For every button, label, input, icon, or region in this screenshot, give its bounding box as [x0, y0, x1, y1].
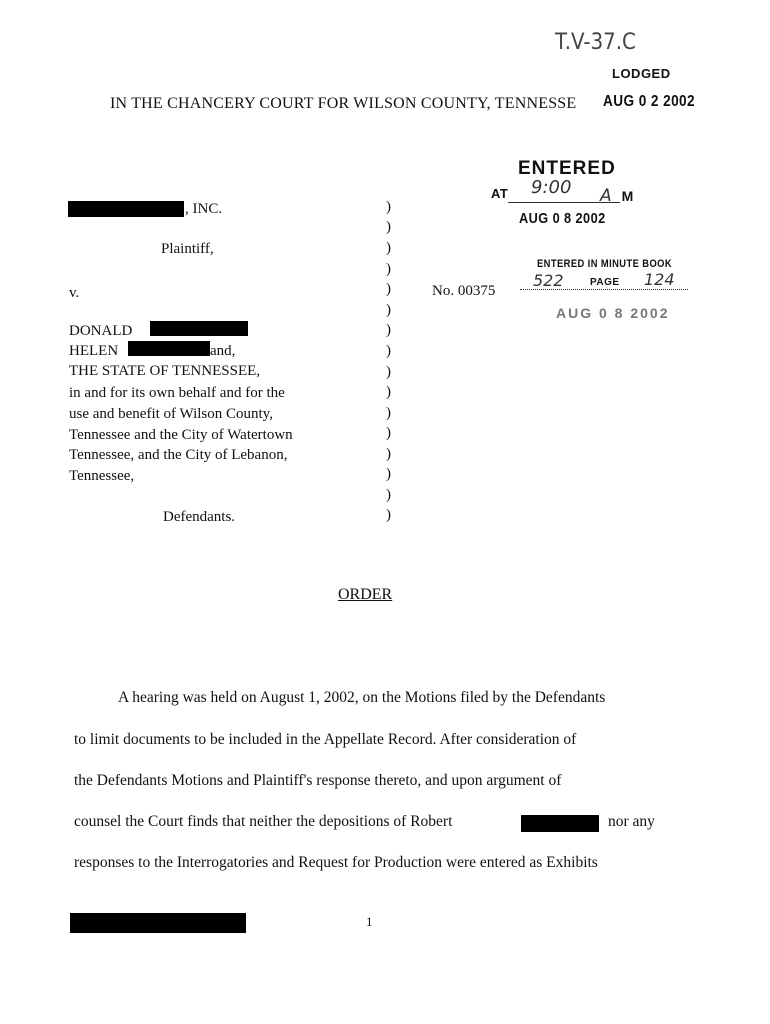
- order-line-1: A hearing was held on August 1, 2002, on the Motions filed by the Defendants: [118, 689, 606, 706]
- defendant-state-line-1: THE STATE OF TENNESSEE,: [69, 363, 261, 379]
- order-title: ORDER: [338, 586, 393, 603]
- redaction-defendant-2-surname: [128, 341, 210, 356]
- caption-paren: ): [386, 364, 391, 380]
- caption-paren: ): [386, 425, 391, 441]
- defendant-state-line-6: Tennessee,: [69, 468, 135, 484]
- redaction-defendant-1-surname: [150, 321, 248, 336]
- minute-book-underline: [520, 289, 688, 290]
- entered-stamp: ENTERED: [518, 158, 616, 179]
- plaintiff-name-suffix: , INC.: [185, 201, 223, 217]
- page-number: 1: [366, 914, 373, 929]
- order-line-4: counsel the Court finds that neither the depositions of Robert: [74, 813, 453, 830]
- order-line-2: to limit documents to be included in the Appellate Record. After consideration of: [74, 731, 577, 748]
- minute-book-number: 522: [533, 271, 564, 290]
- caption-paren: ): [386, 487, 391, 503]
- caption-paren: ): [386, 343, 391, 359]
- caption-paren: ): [386, 384, 391, 400]
- caption-paren: ): [386, 466, 391, 482]
- entered-date-stamp: AUG 0 8 2002: [519, 210, 606, 227]
- entered-ampm-suffix: M: [621, 188, 634, 204]
- entered-at-label: AT: [491, 186, 509, 201]
- caption-paren: ): [386, 240, 391, 256]
- entered-ampm: [600, 186, 634, 206]
- court-heading: IN THE CHANCERY COURT FOR WILSON COUNTY, TENNESSE: [110, 95, 577, 112]
- lodged-stamp: LODGED: [612, 66, 671, 81]
- minute-book-date-stamp: AUG 0 8 2002: [556, 305, 670, 321]
- order-line-5: responses to the Interrogatories and Request for Production were entered as Exhibits: [74, 854, 598, 871]
- order-line-4-end: nor any: [608, 813, 655, 830]
- defendant-state-line-4: Tennessee and the City of Watertown: [69, 427, 293, 443]
- handwritten-docket-note: T.V-37.C: [555, 30, 636, 55]
- minute-book-page-label: PAGE: [590, 277, 620, 288]
- plaintiff-role: Plaintiff,: [161, 241, 214, 257]
- caption-paren: ): [386, 261, 391, 277]
- defendant-state-line-5: Tennessee, and the City of Lebanon,: [69, 447, 288, 463]
- caption-paren: ): [386, 199, 391, 215]
- entered-at-underline: [508, 202, 620, 203]
- minute-book-page-number: 124: [644, 270, 675, 289]
- entered-ampm-letter: A: [600, 186, 612, 206]
- caption-paren: ): [386, 446, 391, 462]
- redaction-plaintiff-name: [68, 201, 184, 217]
- caption-paren: ): [386, 507, 391, 523]
- defendant-state-line-3: use and benefit of Wilson County,: [69, 406, 273, 422]
- defendant-helen-suffix: and,: [210, 343, 236, 359]
- defendant-role: Defendants.: [163, 509, 236, 525]
- caption-paren: ): [386, 302, 391, 318]
- case-number: No. 00375: [432, 283, 496, 299]
- caption-paren: ): [386, 322, 391, 338]
- redaction-deponent-surname: [521, 815, 599, 832]
- caption-paren: ): [386, 281, 391, 297]
- minute-book-stamp: ENTERED IN MINUTE BOOK: [537, 258, 673, 270]
- order-line-3: the Defendants Motions and Plaintiff's response thereto, and upon argument of: [74, 772, 562, 789]
- defendant-donald: DONALD: [69, 323, 133, 339]
- entered-time: 9:00: [531, 177, 572, 198]
- defendant-state-line-2: in and for its own behalf and for the: [69, 385, 285, 401]
- caption-paren: ): [386, 405, 391, 421]
- lodged-date-stamp: AUG 0 2 2002: [603, 93, 696, 110]
- caption-paren: ): [386, 219, 391, 235]
- redaction-footer: [70, 913, 246, 933]
- versus: v.: [69, 285, 80, 301]
- defendant-helen: HELEN: [69, 343, 119, 359]
